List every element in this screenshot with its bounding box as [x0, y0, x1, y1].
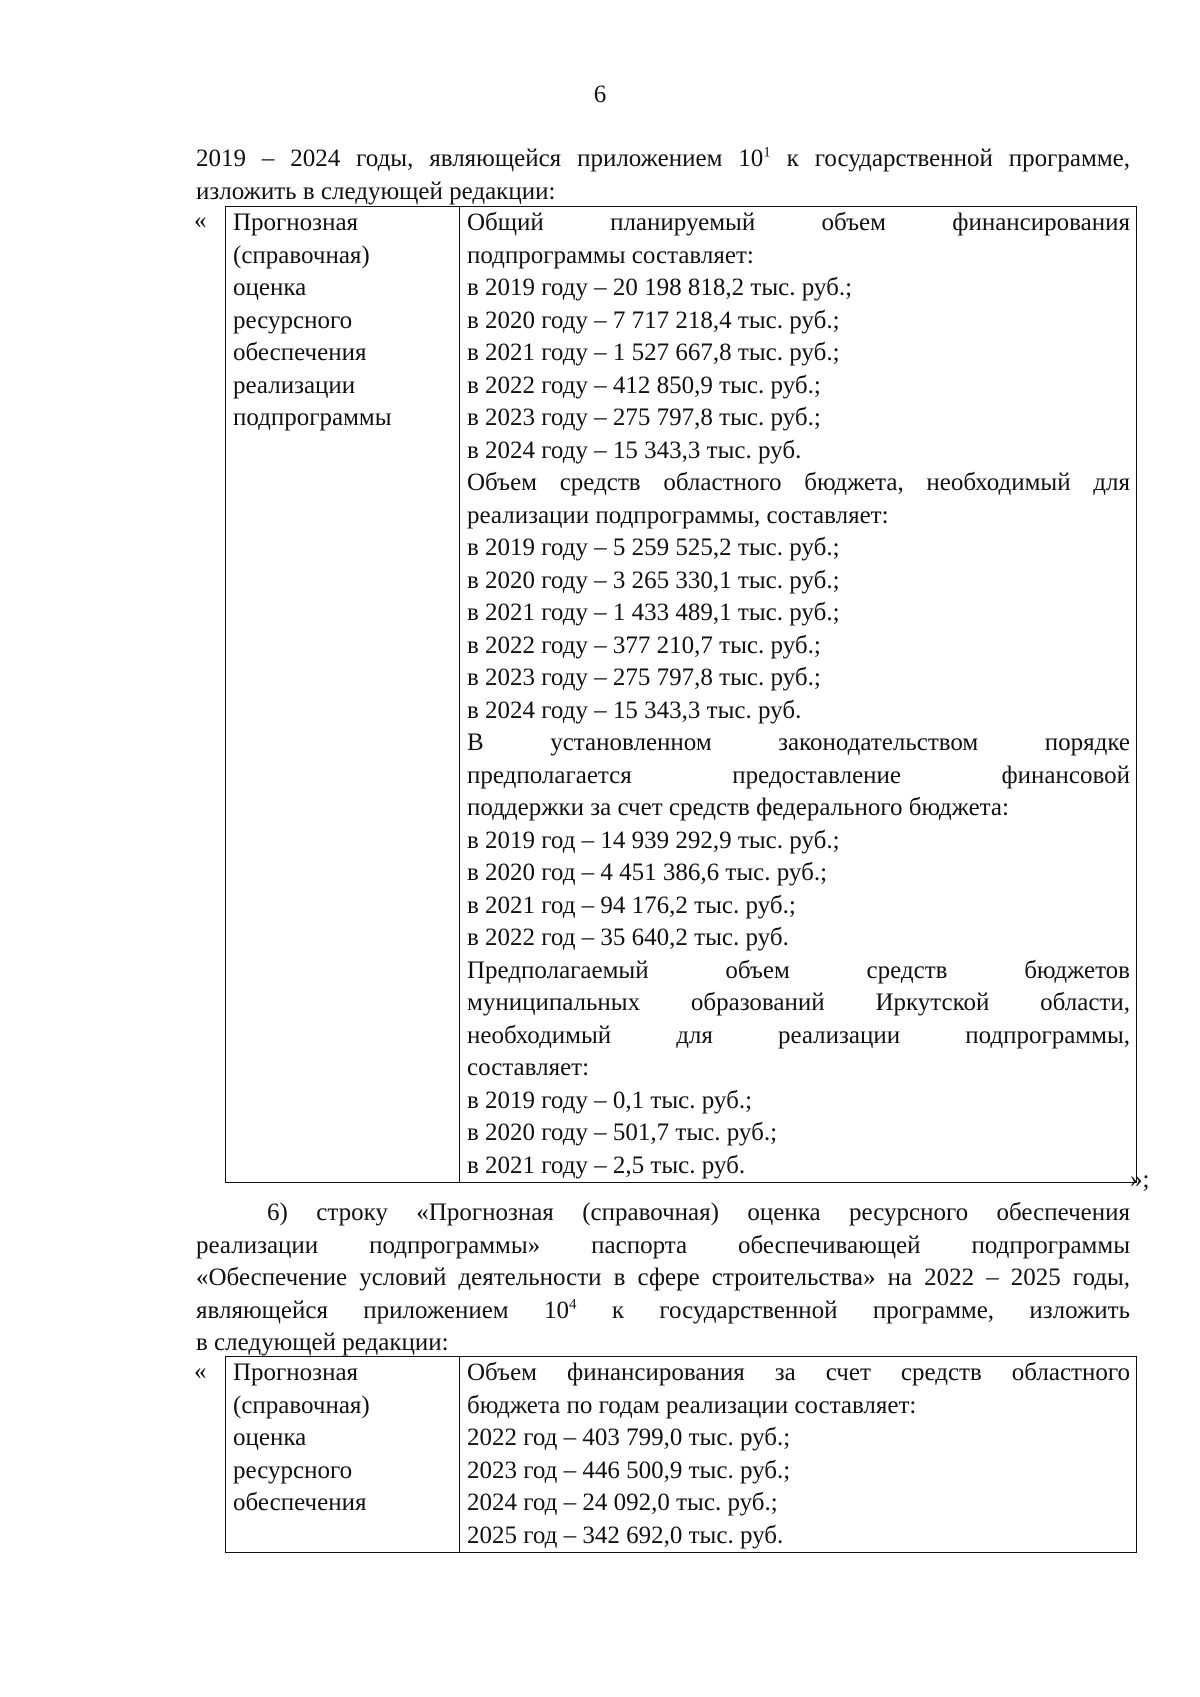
cell-line: необходимый для реализации подпрограммы,	[467, 1021, 1130, 1049]
item6-line-2: реализации подпрограммы» паспорта обеспечивающей подпрограммы	[196, 1231, 1130, 1259]
cell-line: предполагается предоставление финансовой	[467, 761, 1130, 789]
cell-line: Объем финансирования за счет средств областного	[467, 1359, 1130, 1386]
item6-line-3: «Обеспечение условий деятельности в сфере строительства» на 2022 – 2025 годы,	[196, 1264, 1130, 1291]
cell-line: (справочная)	[233, 241, 370, 269]
cell-line: 2024 год – 24 092,0 тыс. руб.;	[467, 1489, 778, 1516]
cell-line: в 2019 год – 14 939 292,9 тыс. руб.;	[467, 826, 840, 854]
table2-value-cell	[460, 1357, 1137, 1553]
intro-line-2: изложить в следующей редакции:	[196, 177, 556, 205]
cell-line: (справочная)	[233, 1391, 370, 1419]
table-row	[226, 207, 1137, 1183]
cell-line: Объем средств областного бюджета, необходимый для	[467, 469, 1130, 496]
intro-line-1: 2019 – 2024 годы, являющейся приложением $10^1$ к государственной программе,	[196, 144, 1130, 172]
cell-line: составляет:	[467, 1054, 590, 1081]
table2-label-cell	[226, 1357, 460, 1553]
cell-line: 2022 год – 403 799,0 тыс. руб.;	[467, 1424, 791, 1451]
cell-line: в 2019 году – 20 198 818,2 тыс. руб.;	[467, 274, 853, 301]
table1-label-cell	[226, 207, 460, 1183]
cell-line: в 2019 году – 5 259 525,2 тыс. руб.;	[467, 534, 840, 561]
cell-line: в 2022 году – 412 850,9 тыс. руб.;	[467, 371, 821, 399]
cell-line: в 2024 году – 15 343,3 тыс. руб.	[467, 436, 802, 464]
cell-line: 2023 год – 446 500,9 тыс. руб.;	[467, 1456, 791, 1484]
cell-line: подпрограммы	[233, 404, 392, 431]
cell-line: в 2023 году – 275 797,8 тыс. руб.;	[467, 664, 821, 691]
cell-line: в 2021 году – 1 527 667,8 тыс. руб.;	[467, 339, 840, 366]
resource-estimate-table-1	[225, 206, 1137, 1183]
opening-quote-2: «	[194, 1358, 207, 1385]
cell-line: в 2022 году – 377 210,7 тыс. руб.;	[467, 631, 821, 659]
table-row	[226, 1357, 1137, 1553]
superscript: 4	[568, 1296, 577, 1313]
cell-line: в 2021 году – 1 433 489,1 тыс. руб.;	[467, 599, 840, 626]
cell-line: в 2020 году – 501,7 тыс. руб.;	[467, 1119, 778, 1146]
cell-line: обеспечения	[233, 1489, 367, 1516]
cell-line: оценка	[233, 1424, 307, 1451]
opening-quote-1: «	[194, 207, 207, 234]
cell-line: в 2024 году – 15 343,3 тыс. руб.	[467, 696, 802, 724]
cell-line: в 2023 году – 275 797,8 тыс. руб.;	[467, 404, 821, 431]
cell-line: в 2022 год – 35 640,2 тыс. руб.	[467, 924, 789, 951]
cell-line: 2025 год – 342 692,0 тыс. руб.	[467, 1521, 784, 1549]
cell-line: муниципальных образований Иркутской области,	[467, 989, 1130, 1016]
cell-line: Прогнозная	[233, 1359, 359, 1386]
cell-line: в 2020 году – 3 265 330,1 тыс. руб.;	[467, 566, 840, 594]
superscript: 1	[763, 144, 771, 161]
page-number: 6	[593, 81, 607, 108]
cell-line: бюджета по годам реализации составляет:	[467, 1391, 917, 1419]
cell-line: в 2021 году – 2,5 тыс. руб.	[467, 1151, 746, 1179]
item6-line-5: в следующей редакции:	[196, 1329, 449, 1356]
cell-line: Предполагаемый объем средств бюджетов	[467, 956, 1130, 984]
item6-line-1: 6) строку «Прогнозная (справочная) оценка ресурсного обеспечения	[267, 1199, 1130, 1226]
cell-line: В установленном законодательством порядке	[467, 729, 1130, 756]
cell-line: реализации подпрограммы, составляет:	[467, 501, 889, 529]
resource-estimate-table-2	[225, 1356, 1137, 1553]
cell-line: обеспечения	[233, 339, 367, 366]
cell-line: подпрограммы составляет:	[467, 241, 754, 269]
cell-line: в 2021 год – 94 176,2 тыс. руб.;	[467, 891, 796, 919]
cell-line: реализации	[233, 371, 356, 399]
cell-line: ресурсного	[233, 1456, 353, 1484]
cell-line: оценка	[233, 274, 307, 301]
cell-line: в 2020 году – 7 717 218,4 тыс. руб.;	[467, 306, 840, 334]
cell-line: в 2020 год – 4 451 386,6 тыс. руб.;	[467, 859, 828, 886]
item-6-paragraph	[196, 1197, 1130, 1360]
cell-line: Общий планируемый объем финансирования	[467, 209, 1130, 236]
table1-value-cell	[460, 207, 1137, 1183]
closing-quote-1: »;	[1130, 1166, 1150, 1193]
cell-line: Прогнозная	[233, 209, 359, 236]
intro-paragraph	[196, 143, 1130, 208]
cell-line: в 2019 году – 0,1 тыс. руб.;	[467, 1086, 753, 1114]
cell-line: поддержки за счет средств федерального бюджета:	[467, 794, 1009, 821]
cell-line: ресурсного	[233, 306, 353, 334]
item6-line-4: являющейся приложением $10^4$ к государственной программе, изложить	[196, 1296, 1130, 1324]
